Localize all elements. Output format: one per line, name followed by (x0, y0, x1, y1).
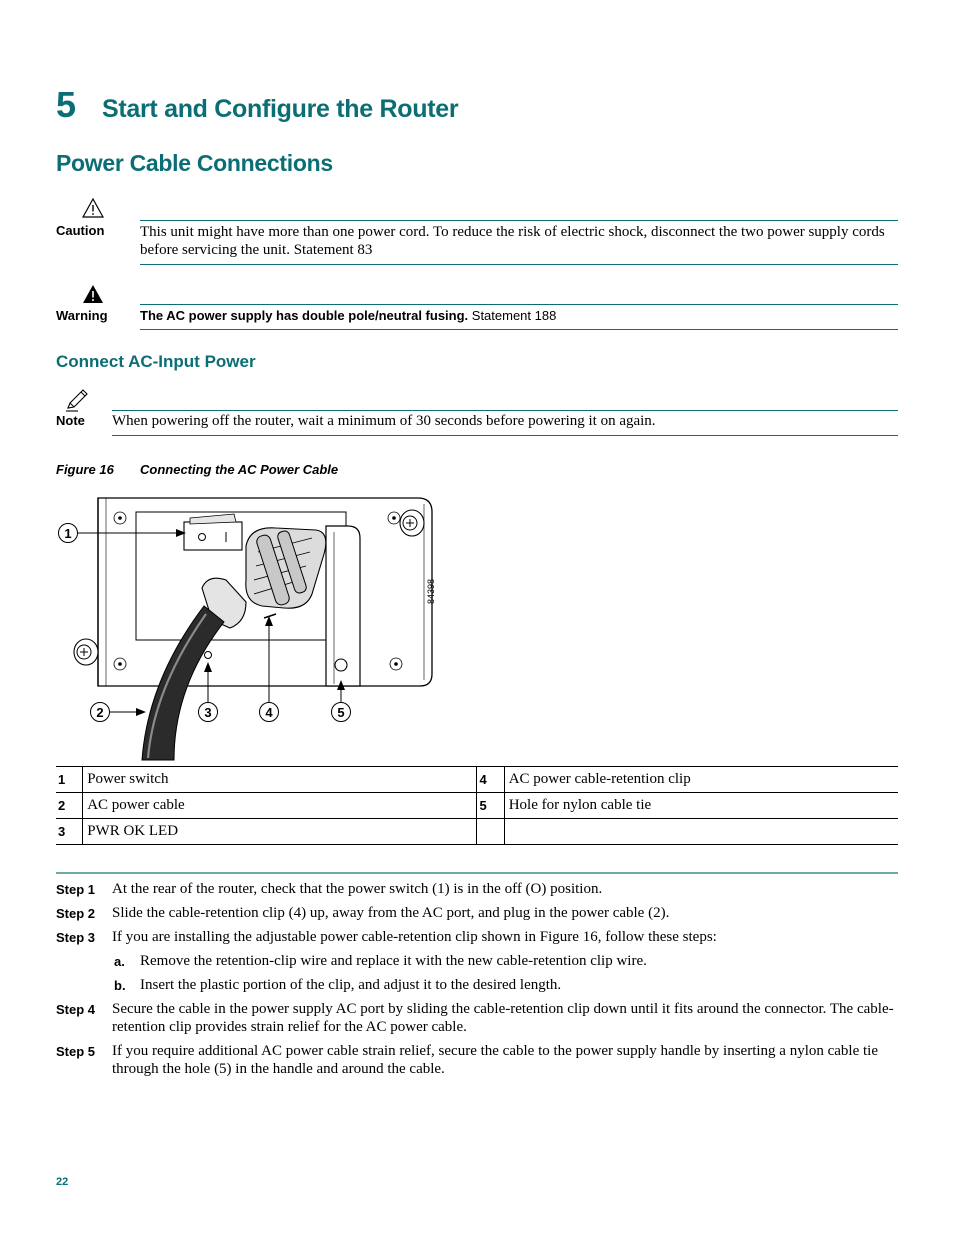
legend-desc: AC power cable (83, 793, 477, 819)
callout-1: 1 (64, 526, 72, 541)
callout-3: 3 (204, 705, 212, 720)
figure-title: Connecting the AC Power Cable (140, 462, 339, 477)
chapter-heading (56, 84, 458, 126)
step-label: Step 5 (56, 1044, 96, 1059)
legend-desc: PWR OK LED (83, 819, 477, 845)
table-row (56, 819, 898, 845)
figure-number: Figure 16 (56, 462, 114, 477)
caution-block (56, 198, 898, 268)
step-text: Slide the cable-retention clip (4) up, away from the AC port, and plug in the power cable (2). (112, 905, 670, 921)
step-item (56, 928, 898, 946)
step-label: Step 1 (56, 882, 96, 897)
step-label: Step 2 (56, 906, 96, 921)
caution-label: Caution (56, 223, 105, 238)
pwr-ok-led (205, 652, 212, 659)
substep-item (56, 952, 898, 970)
legend-num: 1 (56, 767, 83, 793)
callout-2: 2 (96, 705, 104, 720)
warning-text (140, 304, 898, 330)
warning-bold-text: The AC power supply has double pole/neutral fusing. (140, 308, 469, 323)
step-item (56, 880, 898, 898)
step-text: If you are installing the adjustable power cable-retention clip shown in Figure 16, follow these steps: (112, 929, 717, 945)
note-block (56, 388, 898, 438)
table-row (56, 767, 898, 793)
legend-num: 5 (477, 793, 504, 819)
steps-divider (56, 872, 898, 874)
note-label: Note (56, 413, 85, 428)
page-number: 22 (56, 1176, 69, 1188)
step-item (56, 904, 898, 922)
procedure-steps (56, 880, 898, 1084)
step-label: Step 3 (56, 930, 96, 945)
legend-desc: Power switch (83, 767, 477, 793)
figure-legend-table (56, 766, 898, 845)
substep-label: b. (114, 978, 126, 993)
legend-num (477, 819, 504, 845)
warning-statement: Statement 188 (468, 308, 557, 323)
callout-5: 5 (337, 705, 345, 720)
legend-desc: AC power cable-retention clip (504, 767, 898, 793)
legend-num: 4 (477, 767, 504, 793)
substep-label: a. (114, 954, 125, 969)
figure-caption (56, 462, 338, 477)
substep-text: Insert the plastic portion of the clip, and adjust it to the desired length. (140, 977, 562, 993)
power-switch (184, 514, 242, 550)
chapter-number: 5 (56, 84, 77, 125)
section-title: Power Cable Connections (56, 150, 333, 176)
cable-tie-hole (335, 659, 347, 671)
step-item (56, 1042, 898, 1078)
caution-triangle-icon (82, 198, 104, 223)
caution-text: This unit might have more than one power cord. To reduce the risk of electric shock, disconnect the two power supply cords before servicing the unit. Statement 83 (140, 220, 898, 265)
step-text: Secure the cable in the power supply AC port by sliding the cable-retention clip down until it fits around the connector. The cable-retention clip provides strain relief for the AC power cable. (112, 1001, 894, 1035)
step-text: At the rear of the router, check that the power switch (1) is in the off (O) position. (112, 881, 603, 897)
legend-num: 3 (56, 819, 83, 845)
subsection-title: Connect AC-Input Power (56, 352, 256, 371)
substep-item (56, 976, 898, 994)
callout-4: 4 (265, 705, 273, 720)
step-text: If you require additional AC power cable strain relief, secure the cable to the power supply handle by inserting a nylon cable tie through the hole (5) in the handle and around the cable. (112, 1043, 878, 1077)
power-supply-handle (326, 526, 360, 686)
warning-label: Warning (56, 308, 108, 323)
note-text: When powering off the router, wait a minimum of 30 seconds before powering it on again. (112, 410, 898, 436)
warning-block (56, 284, 898, 334)
ac-power-cable-illustration (50, 490, 450, 762)
substep-text: Remove the retention-clip wire and replace it with the new cable-retention clip wire. (140, 953, 647, 969)
legend-desc (504, 819, 898, 845)
step-item (56, 1000, 898, 1036)
legend-num: 2 (56, 793, 83, 819)
chapter-title: Start and Configure the Router (102, 95, 459, 123)
warning-triangle-icon (82, 284, 104, 309)
table-row (56, 793, 898, 819)
step-label: Step 4 (56, 1002, 96, 1017)
figure-id-code: 84398 (426, 578, 436, 604)
legend-desc: Hole for nylon cable tie (504, 793, 898, 819)
